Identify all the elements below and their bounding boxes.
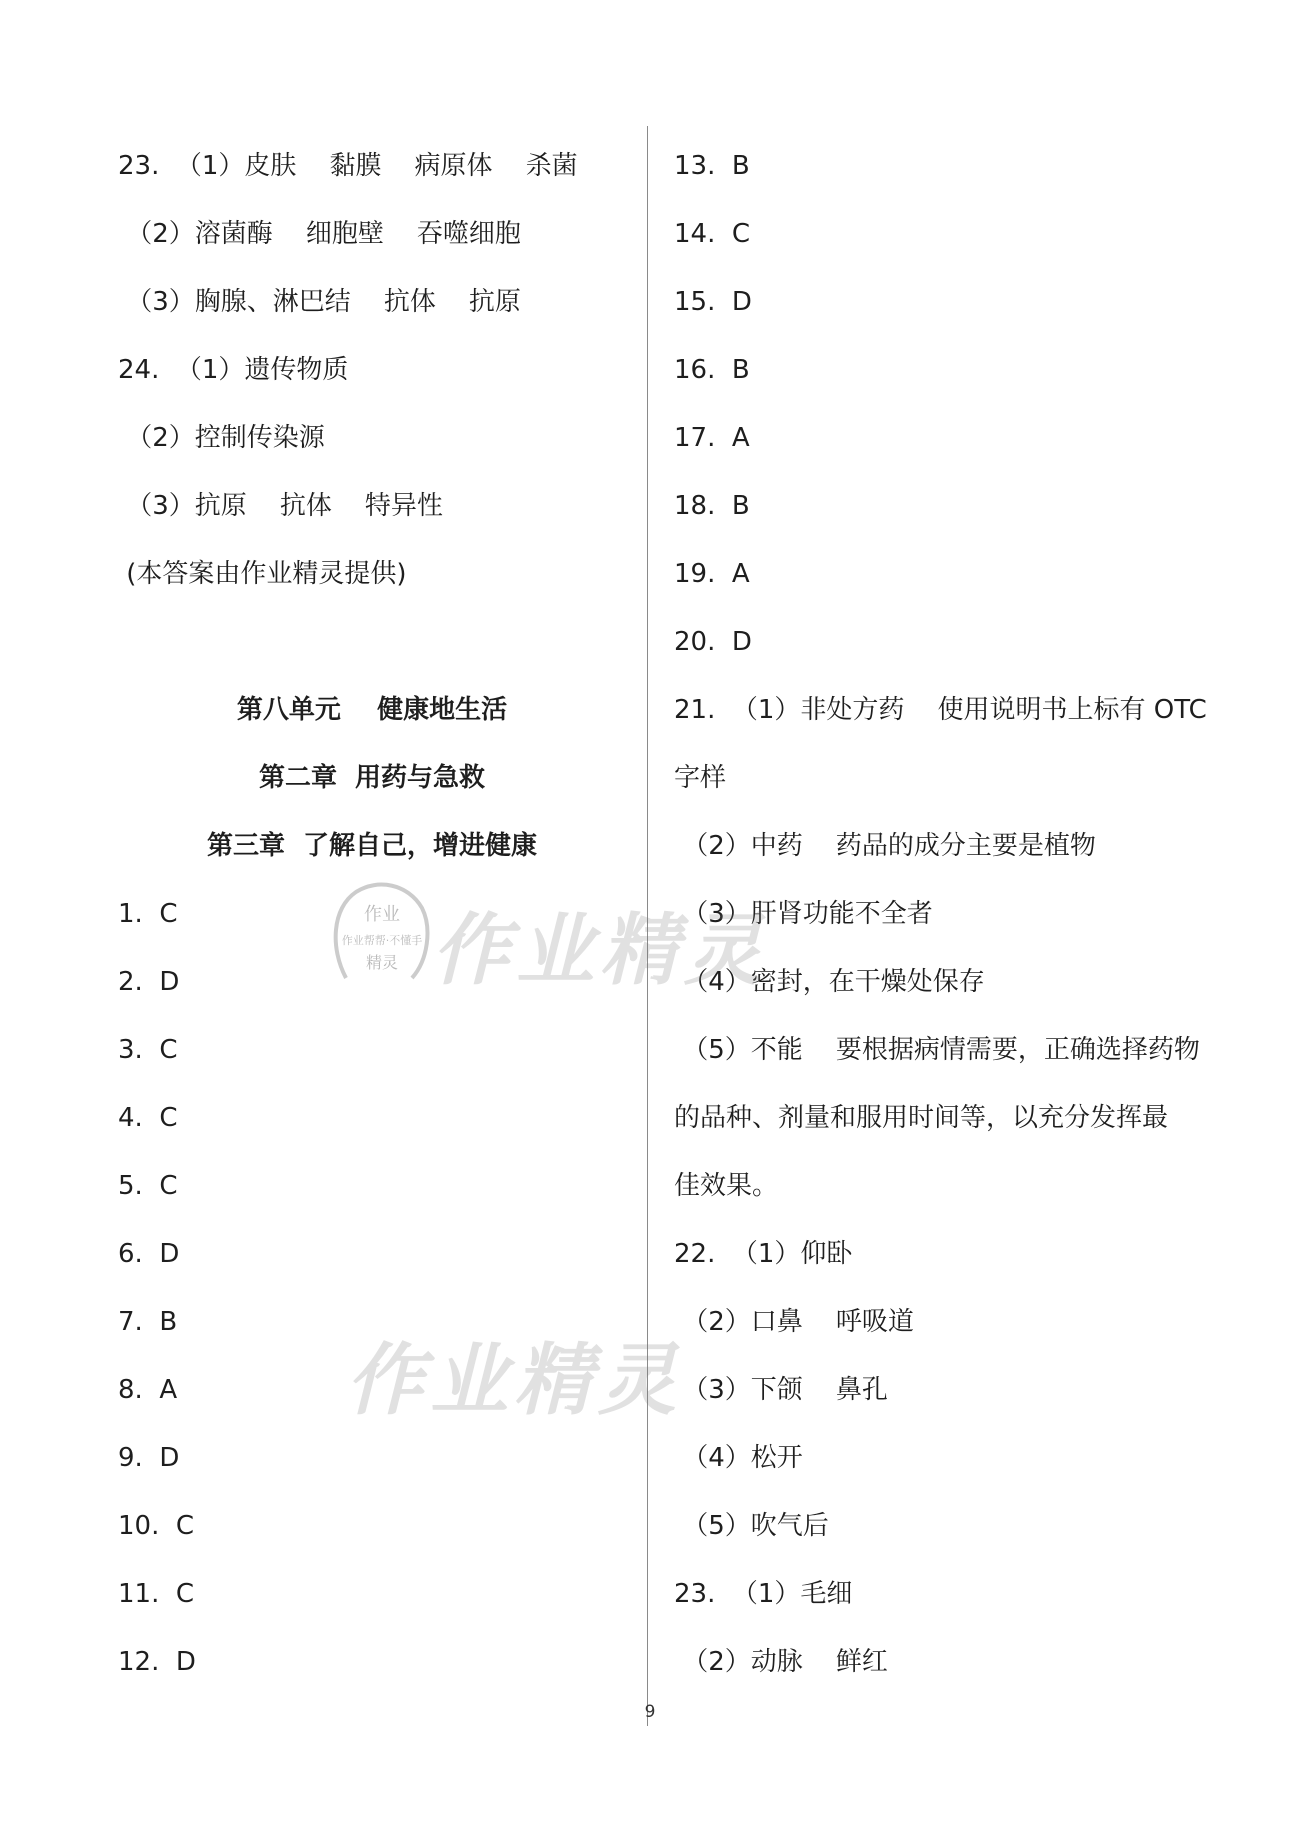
- answer-line: 的品种、剂量和服用时间等，以充分发挥最: [674, 1103, 1169, 1133]
- watermark-text-lower: 作业精灵: [346, 1335, 683, 1426]
- answer-line: 5. C: [118, 1171, 178, 1201]
- watermark-seal: [326, 878, 438, 990]
- answer-line: （5）吹气后: [674, 1511, 829, 1541]
- answer-line: 10. C: [118, 1511, 195, 1541]
- column-divider: [647, 126, 648, 1726]
- section-heading: 第二章 用药与急救: [258, 763, 486, 793]
- answer-line: （3）下颌 鼻孔: [674, 1375, 888, 1405]
- answer-line: （2）口鼻 呼吸道: [674, 1307, 914, 1337]
- seal-middle-text: 作业帮帮·不懂手: [341, 934, 423, 947]
- answer-line: 13. B: [674, 151, 750, 181]
- answer-line: 8. A: [118, 1375, 178, 1405]
- answer-line: （3）肝肾功能不全者: [674, 899, 933, 929]
- answer-line: （3）胸腺、淋巴结 抗体 抗原: [118, 287, 521, 317]
- answer-line: （2）溶菌酶 细胞壁 吞噬细胞: [118, 219, 521, 249]
- answer-line: 21. （1）非处方药 使用说明书上标有 OTC: [674, 695, 1207, 725]
- answer-line: 19. A: [674, 559, 750, 589]
- answer-line: 17. A: [674, 423, 750, 453]
- section-heading: 第八单元 健康地生活: [236, 695, 508, 725]
- answer-line: 24. （1）遗传物质: [118, 355, 349, 385]
- answer-line: （4）松开: [674, 1443, 803, 1473]
- section-heading: 第三章 了解自己，增进健康: [206, 831, 538, 861]
- answer-line: （2）控制传染源: [118, 423, 325, 453]
- answer-line: 23. （1）皮肤 黏膜 病原体 杀菌: [118, 151, 578, 181]
- answer-line: 字样: [674, 763, 727, 793]
- answer-line: 22. （1）仰卧: [674, 1239, 853, 1269]
- answer-line: 9. D: [118, 1443, 180, 1473]
- answer-line: （2）动脉 鲜红: [674, 1647, 888, 1677]
- answer-line: 6. D: [118, 1239, 180, 1269]
- answer-line: 4. C: [118, 1103, 178, 1133]
- answer-line: (本答案由作业精灵提供): [118, 559, 407, 589]
- seal-top-text: 作业: [364, 904, 400, 925]
- answer-line: 14. C: [674, 219, 751, 249]
- answer-line: （4）密封，在干燥处保存: [674, 967, 985, 997]
- answer-line: 20. D: [674, 627, 752, 657]
- answer-line: 16. B: [674, 355, 750, 385]
- answer-line: 23. （1）毛细: [674, 1579, 853, 1609]
- answer-line: 12. D: [118, 1647, 196, 1677]
- answer-line: 11. C: [118, 1579, 195, 1609]
- answer-line: 2. D: [118, 967, 180, 997]
- answer-line: 15. D: [674, 287, 752, 317]
- answer-line: （2）中药 药品的成分主要是植物: [674, 831, 1096, 861]
- answer-line: 18. B: [674, 491, 750, 521]
- answer-line: 1. C: [118, 899, 178, 929]
- seal-bottom-text: 精灵: [365, 953, 399, 972]
- page-number: 9: [644, 1702, 656, 1722]
- answer-line: 7. B: [118, 1307, 178, 1337]
- answer-line: （5）不能 要根据病情需要，正确选择药物: [674, 1035, 1200, 1065]
- answer-line: （3）抗原 抗体 特异性: [118, 491, 443, 521]
- watermark-text-upper: 作业精灵: [432, 905, 769, 996]
- answer-line: 佳效果。: [674, 1171, 779, 1201]
- answer-line: 3. C: [118, 1035, 178, 1065]
